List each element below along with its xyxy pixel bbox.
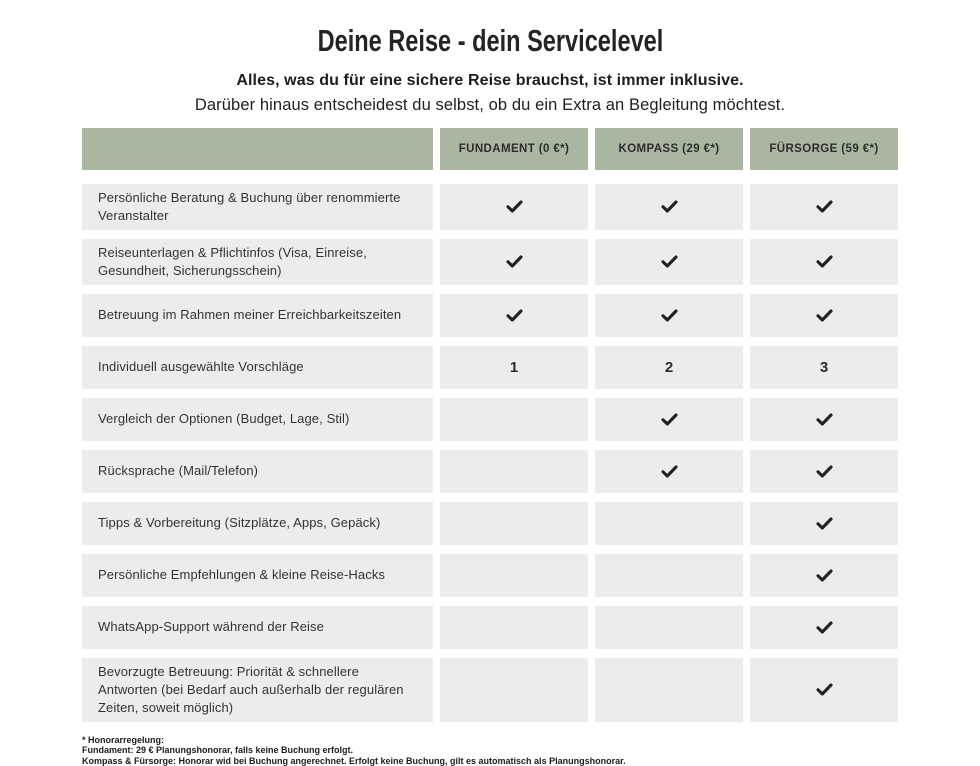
cell-fuersorge	[750, 294, 898, 337]
feature-label: Individuell ausgewählte Vorschläge	[82, 346, 433, 389]
comparison-table	[82, 128, 898, 722]
cell-fuersorge	[750, 606, 898, 649]
cell-kompass	[595, 398, 743, 441]
check-icon	[661, 309, 678, 322]
check-icon	[816, 200, 833, 213]
count-value: 3	[819, 358, 829, 376]
check-icon	[816, 683, 833, 696]
cell-fundament	[440, 294, 588, 337]
cell-kompass	[595, 294, 743, 337]
table-body	[82, 184, 898, 722]
check-icon	[661, 465, 678, 478]
feature-label: Reiseunterlagen & Pflichtinfos (Visa, Einreise, Gesundheit, Sicherungsschein)	[82, 239, 433, 285]
cell-fundament	[440, 554, 588, 597]
cell-kompass	[595, 502, 743, 545]
cell-kompass	[595, 184, 743, 230]
check-icon	[816, 621, 833, 634]
table-header-kompass: KOMPASS (29 €*)	[595, 128, 743, 170]
check-icon	[816, 517, 833, 530]
title-wrap	[0, 23, 980, 58]
footnote-line: Kompass & Fürsorge: Honorar wid bei Buchung angerechnet. Erfolgt keine Buchung, gilt es automatisch als Planungshonorar.	[82, 755, 626, 766]
cell-kompass	[595, 606, 743, 649]
cell-fundament	[440, 658, 588, 722]
cell-fundament	[440, 606, 588, 649]
feature-label: Persönliche Empfehlungen & kleine Reise-Hacks	[82, 554, 433, 597]
table-header-fundament: FUNDAMENT (0 €*)	[440, 128, 588, 170]
cell-fundament	[440, 346, 588, 389]
check-icon	[816, 413, 833, 426]
cell-fundament	[440, 398, 588, 441]
cell-fundament	[440, 184, 588, 230]
feature-label: Tipps & Vorbereitung (Sitzplätze, Apps, Gepäck)	[82, 502, 433, 545]
footnote-line: Fundament: 29 € Planungshonorar, falls keine Buchung erfolgt.	[82, 745, 354, 756]
cell-kompass	[595, 239, 743, 285]
feature-label: Persönliche Beratung & Buchung über renommierte Veranstalter	[82, 184, 433, 230]
check-icon	[661, 255, 678, 268]
feature-label: Vergleich der Optionen (Budget, Lage, Stil)	[82, 398, 433, 441]
cell-fuersorge	[750, 184, 898, 230]
cell-fundament	[440, 239, 588, 285]
cell-kompass	[595, 554, 743, 597]
cell-fundament	[440, 502, 588, 545]
feature-label: Betreuung im Rahmen meiner Erreichbarkeitszeiten	[82, 294, 433, 337]
page-title: Deine Reise - dein Servicelevel	[317, 23, 663, 58]
count-value: 1	[509, 358, 519, 376]
check-icon	[816, 465, 833, 478]
footnote-line: * Honorarregelung:	[82, 734, 165, 745]
subtitle-bold: Alles, was du für eine sichere Reise brauchst, ist immer inklusive.	[236, 72, 744, 89]
count-value: 2	[664, 358, 674, 376]
table-header-row	[82, 128, 898, 170]
table-header-empty	[82, 128, 433, 170]
cell-fuersorge	[750, 398, 898, 441]
cell-kompass	[595, 346, 743, 389]
feature-label: Rücksprache (Mail/Telefon)	[82, 450, 433, 493]
feature-label: Bevorzugte Betreuung: Priorität & schnellere Antworten (bei Bedarf auch außerhalb der regulären Zeiten, soweit möglich)	[82, 658, 433, 722]
table-header-fuersorge: FÜRSORGE (59 €*)	[750, 128, 898, 170]
footnote	[82, 735, 980, 766]
cell-fuersorge	[750, 239, 898, 285]
cell-fundament	[440, 450, 588, 493]
check-icon	[506, 200, 523, 213]
check-icon	[816, 255, 833, 268]
cell-kompass	[595, 658, 743, 722]
subtitle-regular: Darüber hinaus entscheidest du selbst, ob du ein Extra an Begleitung möchtest.	[194, 96, 786, 114]
check-icon	[661, 413, 678, 426]
check-icon	[661, 200, 678, 213]
check-icon	[816, 309, 833, 322]
cell-fuersorge	[750, 346, 898, 389]
check-icon	[816, 569, 833, 582]
cell-fuersorge	[750, 658, 898, 722]
cell-kompass	[595, 450, 743, 493]
check-icon	[506, 309, 523, 322]
cell-fuersorge	[750, 502, 898, 545]
check-icon	[506, 255, 523, 268]
cell-fuersorge	[750, 450, 898, 493]
cell-fuersorge	[750, 554, 898, 597]
feature-label: WhatsApp-Support während der Reise	[82, 606, 433, 649]
